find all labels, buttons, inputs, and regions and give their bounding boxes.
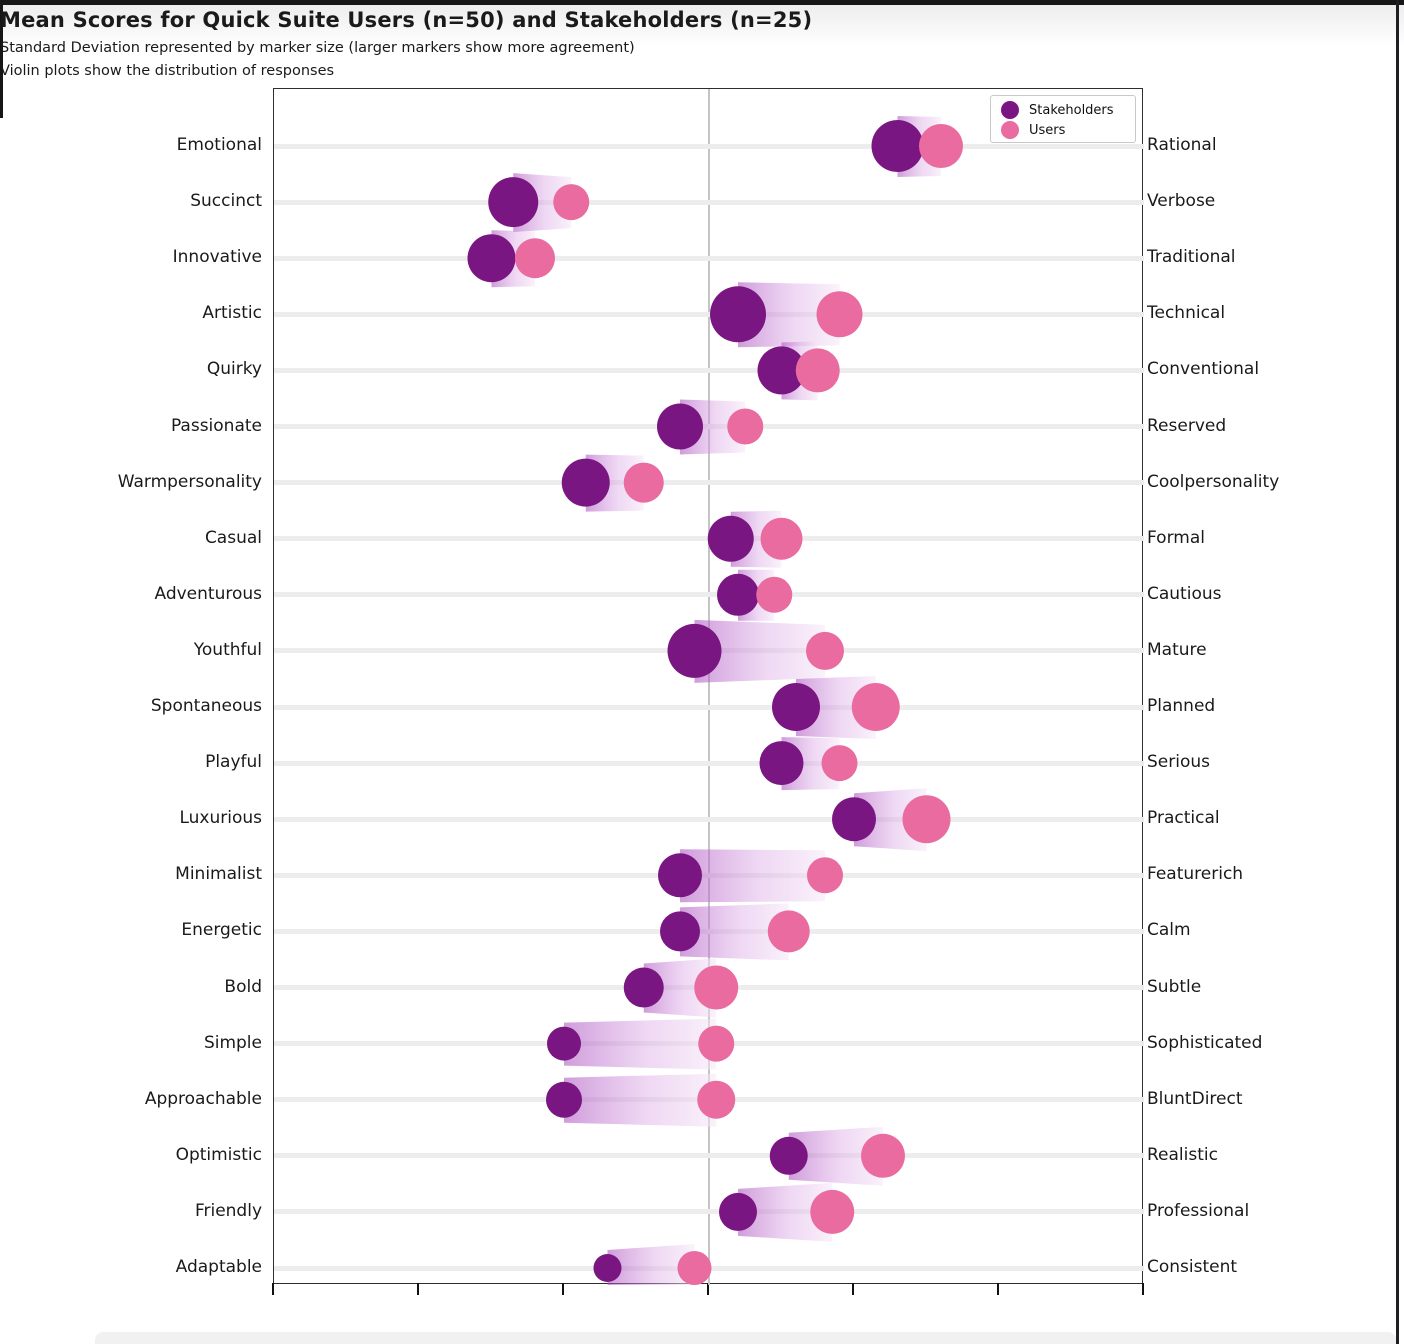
- row-label-right: Formal: [1147, 527, 1205, 548]
- users-marker: [861, 1134, 905, 1178]
- row-label-right: Reserved: [1147, 415, 1227, 436]
- users-marker: [727, 409, 763, 445]
- users-marker: [806, 632, 844, 670]
- bottom-scroll-strip[interactable]: [95, 1332, 1396, 1344]
- stakeholders-marker: [770, 1137, 808, 1175]
- legend-item-stakeholders: [1001, 100, 1135, 120]
- row-label-right: Cautious: [1147, 583, 1222, 604]
- row-label-right: Realistic: [1147, 1144, 1218, 1165]
- chart-subtitle-violin: Violin plots show the distribution of responses: [0, 63, 335, 79]
- users-marker: [822, 745, 858, 781]
- legend-label-users: Users: [1029, 122, 1066, 138]
- row-label-left: Adventurous: [154, 583, 262, 604]
- chart-title: Mean Scores for Quick Suite Users (n=50) and Stakeholders (n=25): [0, 8, 813, 32]
- stakeholders-marker: [710, 286, 766, 342]
- stakeholders-marker: [547, 1027, 581, 1061]
- violin-band: [564, 1074, 716, 1127]
- stakeholders-marker: [488, 177, 538, 227]
- stakeholders-marker: [872, 120, 924, 172]
- row-label-right: Calm: [1147, 920, 1191, 941]
- row-label-left: Luxurious: [179, 808, 262, 829]
- stakeholders-marker: [708, 516, 754, 562]
- stakeholders-marker: [624, 968, 664, 1008]
- users-marker: [852, 683, 900, 731]
- row-label-left: Passionate: [170, 415, 262, 436]
- row-label-left: Friendly: [194, 1200, 262, 1221]
- users-marker: [810, 1190, 854, 1234]
- users-marker: [515, 238, 555, 278]
- users-marker: [903, 795, 951, 843]
- row-label-right: Technical: [1147, 303, 1226, 324]
- row-label-right: Coolpersonality: [1147, 471, 1280, 492]
- chart-subtitle-sd: Standard Deviation represented by marker size (larger markers show more agreement): [0, 40, 635, 56]
- row-label-right: Serious: [1147, 752, 1210, 773]
- window-top-border: [0, 0, 1404, 5]
- users-marker: [796, 348, 840, 392]
- stakeholders-marker: [468, 234, 516, 282]
- row-label-left: Artistic: [202, 303, 262, 324]
- users-marker: [698, 1026, 734, 1062]
- stakeholders-marker: [562, 459, 610, 507]
- row-label-right: Mature: [1147, 639, 1207, 660]
- row-label-right: Traditional: [1147, 247, 1236, 268]
- row-label-right: Sophisticated: [1147, 1032, 1263, 1053]
- users-marker: [624, 463, 664, 503]
- users-marker: [768, 910, 810, 952]
- plot-area: [273, 88, 1143, 1284]
- users-marker: [694, 966, 738, 1010]
- users-marker: [678, 1251, 712, 1285]
- row-label-right: Subtle: [1147, 976, 1202, 997]
- row-label-left: Approachable: [144, 1088, 262, 1109]
- stakeholders-dot-icon: [1001, 101, 1019, 119]
- stakeholders-marker: [660, 911, 700, 951]
- stakeholders-marker: [832, 797, 876, 841]
- stakeholders-marker: [546, 1082, 582, 1118]
- dumbbell-marks: [274, 89, 1144, 1285]
- row-label-left: Emotional: [176, 135, 262, 155]
- row-label-left: Adaptable: [175, 1257, 262, 1277]
- row-label-left: Succinct: [190, 191, 262, 212]
- legend-item-users: [1001, 120, 1135, 140]
- row-label-right: Verbose: [1147, 191, 1216, 212]
- users-dot-icon: [1001, 121, 1019, 139]
- violin-band: [564, 1019, 716, 1070]
- row-label-right: Planned: [1147, 696, 1216, 716]
- row-label-right: Professional: [1147, 1200, 1250, 1221]
- row-label-right: BluntDirect: [1147, 1088, 1243, 1109]
- row-label-right: Consistent: [1147, 1257, 1238, 1277]
- users-marker: [817, 291, 863, 337]
- stakeholders-marker: [772, 683, 820, 731]
- legend-label-stakeholders: Stakeholders: [1029, 102, 1114, 118]
- users-marker: [761, 518, 803, 560]
- row-label-left: Casual: [204, 527, 262, 548]
- row-label-left: Bold: [224, 976, 262, 997]
- stakeholders-marker: [668, 624, 722, 678]
- row-label-left: Spontaneous: [150, 696, 262, 716]
- row-label-left: Innovative: [172, 247, 262, 268]
- row-label-left: Playful: [205, 752, 262, 773]
- row-label-right: Rational: [1147, 135, 1217, 155]
- users-marker: [697, 1081, 735, 1119]
- stakeholders-marker: [658, 853, 702, 897]
- users-marker: [919, 124, 963, 168]
- row-label-left: Quirky: [206, 359, 262, 380]
- stakeholders-marker: [717, 574, 759, 616]
- row-label-left: Simple: [203, 1032, 262, 1053]
- users-marker: [553, 184, 589, 220]
- row-label-right: Featurerich: [1147, 864, 1244, 885]
- row-label-left: Warmpersonality: [117, 471, 262, 492]
- stakeholders-marker: [719, 1193, 757, 1231]
- row-label-right: Conventional: [1147, 359, 1260, 380]
- row-label-left: Optimistic: [175, 1144, 262, 1165]
- stakeholders-marker: [594, 1254, 622, 1282]
- legend: [990, 95, 1136, 143]
- stakeholders-marker: [760, 741, 804, 785]
- stakeholders-marker: [657, 404, 703, 450]
- users-marker: [807, 857, 843, 893]
- row-label-left: Energetic: [181, 920, 262, 941]
- row-label-left: Youthful: [193, 639, 262, 660]
- row-label-right: Practical: [1147, 808, 1220, 829]
- users-marker: [756, 577, 792, 613]
- row-label-left: Minimalist: [175, 864, 262, 885]
